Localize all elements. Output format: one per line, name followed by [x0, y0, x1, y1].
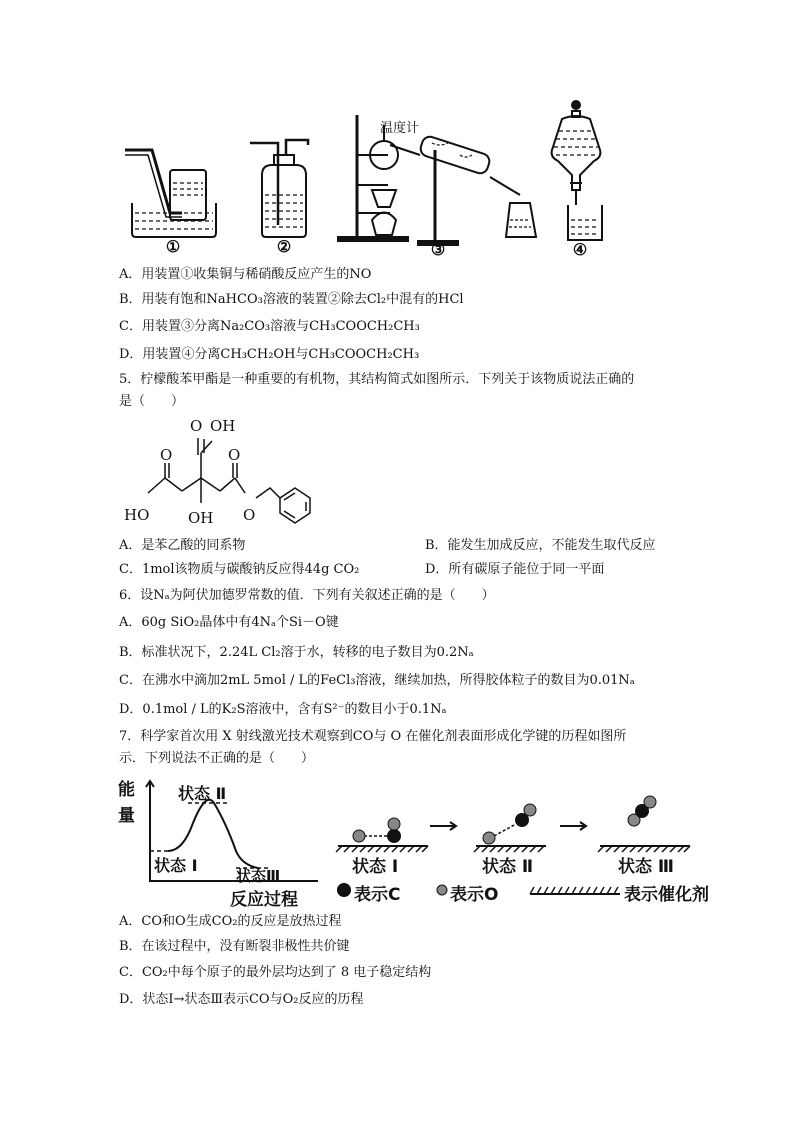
atom-o-left: O — [160, 446, 173, 464]
apparatus-figure — [110, 95, 630, 265]
atom-oh-center: OH — [188, 509, 214, 527]
graph-xlabel: 反应过程 — [230, 890, 298, 910]
atom-oh-top: OH — [210, 417, 236, 435]
q7-stem-line2: 示．下列说法不正确的是（ ） — [119, 751, 315, 766]
apparatus-1 — [125, 150, 216, 237]
graph-state2: 状态 Ⅱ — [178, 784, 227, 803]
graph-ylabel-2: 量 — [118, 806, 135, 826]
q5-option-d: D．所有碳原子能位于同一平面 — [425, 562, 605, 577]
legend-catalyst-symbol — [530, 887, 620, 894]
graph-state3: 状态Ⅲ — [236, 867, 281, 885]
apparatus-4 — [552, 101, 602, 240]
q4-option-c: C．用装置③分离Na₂CO₃溶液与CH₃COOCH₂CH₃ — [119, 319, 420, 334]
energy-graph — [118, 773, 323, 908]
q5-stem-line1: 5．柠檬酸苯甲酯是一种重要的有机物，其结构简式如图所示．下列关于该物质说法正确的 — [119, 372, 635, 387]
thermometer-label: 温度计 — [380, 121, 420, 136]
legend-catalyst-label: 表示催化剂 — [624, 885, 709, 905]
atom-o-top: O — [190, 417, 203, 435]
q5-stem-line2: 是（ ） — [119, 394, 185, 409]
apparatus-2 — [250, 140, 308, 237]
legend-o-symbol — [437, 885, 447, 895]
q6-stem: 6．设Nₐ为阿伏加德罗常数的值．下列有关叙述正确的是（ ） — [119, 588, 495, 603]
structure-formula — [120, 413, 330, 533]
legend-o-label: 表示O — [450, 885, 499, 905]
q5-option-c: C．1mol该物质与碳酸钠反应得44g CO₂ — [119, 562, 360, 577]
apparatus-label-1: ① — [165, 237, 181, 256]
q4-option-d: D．用装置④分离CH₃CH₂OH与CH₃COOCH₂CH₃ — [119, 347, 420, 362]
atom-ho-left: HO — [124, 506, 150, 524]
panel-label-state2: 状态 Ⅱ — [482, 857, 534, 877]
q4-option-a: A．用装置①收集铜与稀硝酸反应产生的NO — [119, 267, 372, 282]
q6-option-c: C．在沸水中滴加2mL 5mol / L的FeCl₃溶液，继续加热，所得胶体粒子的数目为0.01Nₐ — [119, 673, 635, 688]
apparatus-label-4: ④ — [572, 240, 588, 259]
atom-o-ester: O — [243, 506, 256, 524]
q7-option-d: D．状态Ⅰ→状态Ⅲ表示CO与O₂反应的历程 — [119, 992, 364, 1007]
graph-state1: 状态 I — [154, 856, 198, 875]
catalyst-panels — [330, 790, 740, 910]
apparatus-drawing — [110, 95, 630, 265]
q4-option-b: B．用装有饱和NaHCO₃溶液的装置②除去Cl₂中混有的HCl — [119, 292, 464, 307]
apparatus-label-2: ② — [276, 237, 292, 256]
panel-label-state3: 状态 Ⅲ — [618, 857, 674, 877]
q5-option-b: B．能发生加成反应，不能发生取代反应 — [425, 538, 656, 553]
legend-c-symbol — [337, 883, 351, 897]
apparatus-label-3: ③ — [430, 240, 446, 259]
q5-option-a: A．是苯乙酸的同系物 — [119, 538, 246, 553]
q6-option-b: B．标准状况下，2.24L Cl₂溶于水，转移的电子数目为0.2Nₐ — [119, 645, 474, 660]
q7-option-c: C．CO₂中每个原子的最外层均达到了 8 电子稳定结构 — [119, 965, 432, 980]
legend-c-label: 表示C — [354, 885, 401, 905]
q6-option-d: D．0.1mol / L的K₂S溶液中，含有S²⁻的数目小于0.1Nₐ — [119, 702, 447, 717]
q6-option-a: A．60g SiO₂晶体中有4Nₐ个Si－O键 — [119, 615, 339, 630]
atom-o-right: O — [228, 446, 241, 464]
apparatus-3 — [338, 115, 536, 245]
q7-option-b: B．在该过程中，没有断裂非极性共价键 — [119, 939, 350, 954]
panel-label-state1: 状态 I — [352, 857, 399, 877]
q7-stem-line1: 7．科学家首次用 X 射线激光技术观察到CO与 O 在催化剂表面形成化学键的历程如图所 — [119, 729, 627, 744]
graph-ylabel-1: 能 — [118, 780, 135, 800]
q7-option-a: A．CO和O生成CO₂的反应是放热过程 — [119, 914, 342, 929]
